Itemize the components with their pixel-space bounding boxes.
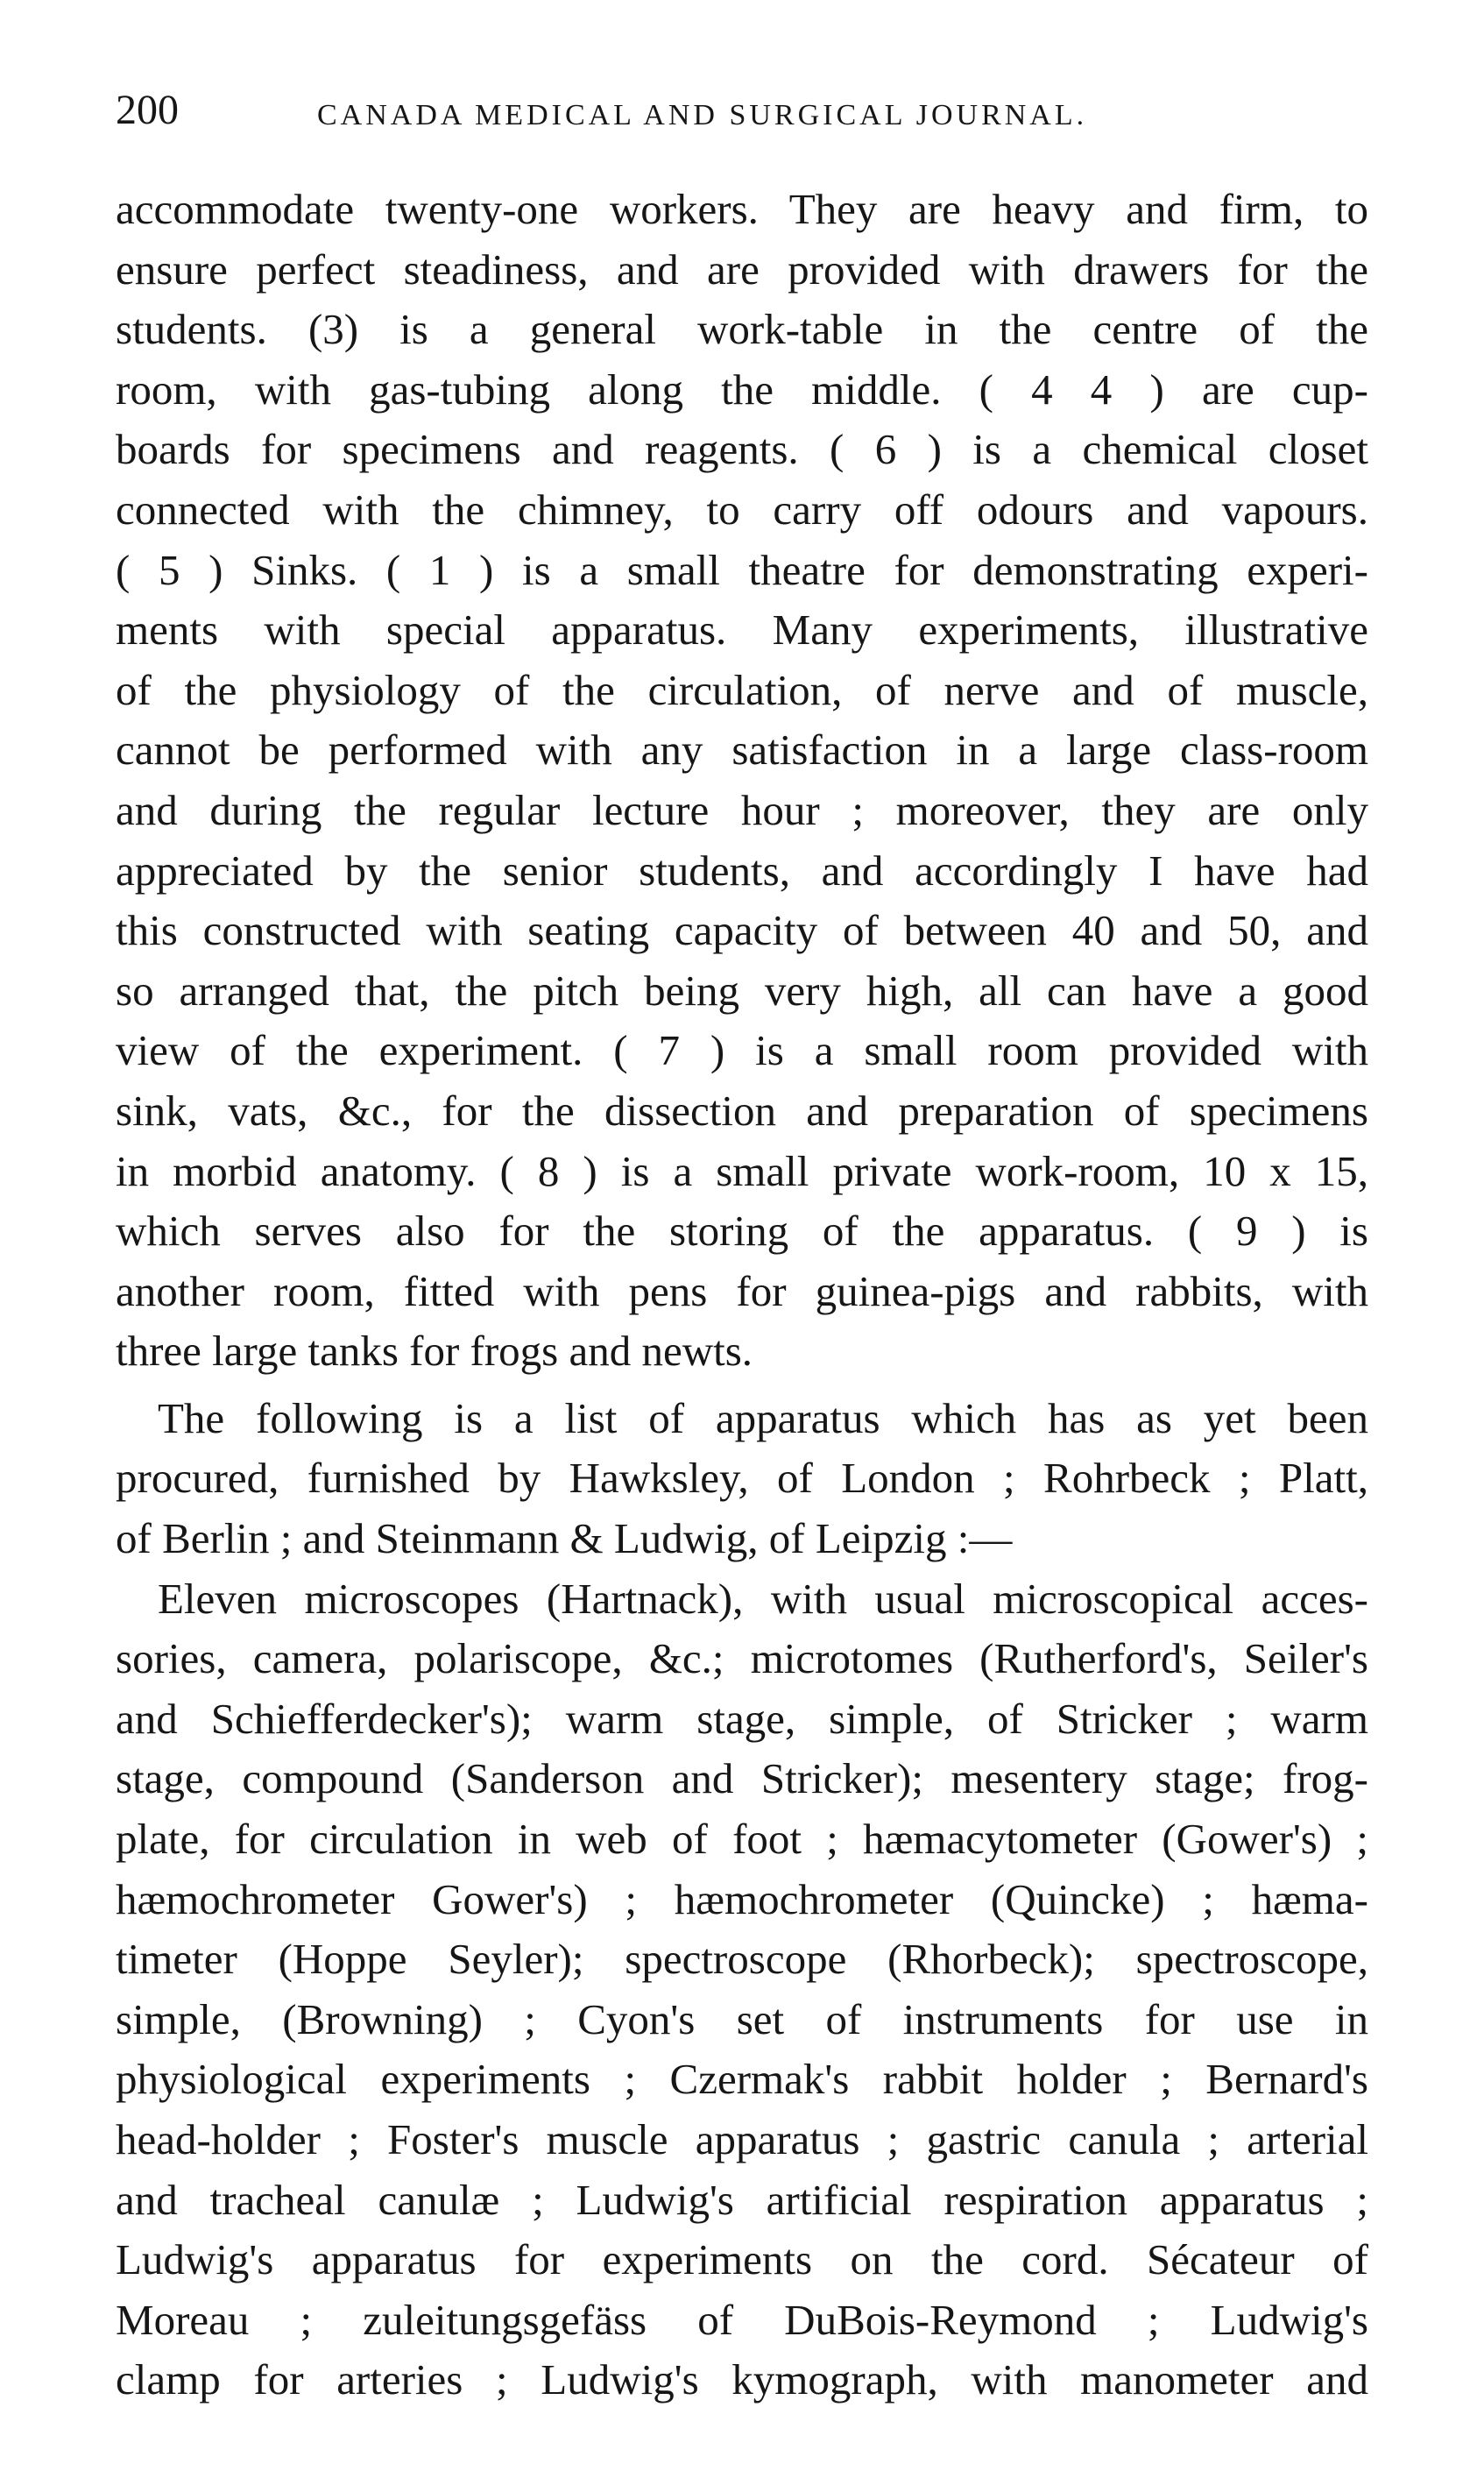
paragraph-apparatus-list	[116, 1569, 1368, 2411]
text-line: Eleven microscopes (Hartnack), with usual microscopical acces-	[158, 1574, 1368, 1623]
text-line: view of the experiment. ( 7 ) is a small room provided with	[116, 1026, 1368, 1075]
text-line: connected with the chimney, to carry off odours and vapours.	[116, 485, 1368, 534]
text-line: so arranged that, the pitch being very high, all can have a good	[116, 966, 1368, 1015]
text-line: simple, (Browning) ; Cyon's set of instruments for use in	[116, 1994, 1368, 2043]
text-line: appreciated by the senior students, and accordingly I have had	[116, 846, 1368, 895]
text-line: cannot be performed with any satisfaction in a large class-room	[116, 726, 1368, 775]
text-line: hæmochrometer Gower's) ; hæmochrometer (Quincke) ; hæma-	[116, 1874, 1368, 1923]
text-line: head-holder ; Foster's muscle apparatus ; gastric canula ; arterial	[116, 2115, 1368, 2163]
text-line: and during the regular lecture hour ; moreover, they are only	[116, 785, 1368, 834]
text-line: room, with gas-tubing along the middle. ( 4 4 ) are cup-	[116, 365, 1368, 414]
text-line: another room, fitted with pens for guinea-pigs and rabbits, with	[116, 1266, 1368, 1315]
text-line: timeter (Hoppe Seyler); spectroscope (Rhorbeck); spectroscope,	[116, 1935, 1368, 1984]
page-header	[116, 84, 1368, 145]
text-line: sink, vats, &c., for the dissection and preparation of specimens	[116, 1086, 1368, 1135]
text-line: Moreau ; zuleitungsgefäss of DuBois-Reymond ; Ludwig's	[116, 2295, 1368, 2344]
text-line: physiological experiments ; Czermak's rabbit holder ; Bernard's	[116, 2055, 1368, 2104]
text-line: of the physiology of the circulation, of nerve and of muscle,	[116, 665, 1368, 714]
text-line: The following is a list of apparatus which has as yet been	[158, 1393, 1368, 1442]
paragraph-spacer	[116, 1382, 1368, 1389]
text-line: ensure perfect steadiness, and are provided with drawers for the	[116, 244, 1368, 294]
text-line: plate, for circulation in web of foot ; hæmacytometer (Gower's) ;	[116, 1815, 1368, 1864]
text-line: procured, furnished by Hawksley, of London ; Rohrbeck ; Platt,	[116, 1454, 1368, 1503]
text-line: students. (3) is a general work-table in the centre of the	[116, 305, 1368, 354]
text-line: sories, camera, polariscope, &c.; microtomes (Rutherford's, Seiler's	[116, 1634, 1368, 1683]
text-line: this constructed with seating capacity of between 40 and 50, and	[116, 906, 1368, 955]
text-line: clamp for arteries ; Ludwig's kymograph, with manometer and	[116, 2355, 1368, 2404]
text-line: of Berlin ; and Steinmann & Ludwig, of Leipzig :—	[116, 1514, 1013, 1563]
text-line: stage, compound (Sanderson and Stricker); mesentery stage; frog-	[116, 1754, 1368, 1803]
paragraph-apparatus-intro	[116, 1389, 1368, 1569]
text-line: ments with special apparatus. Many experiments, illustrative	[116, 605, 1368, 655]
text-line: boards for specimens and reagents. ( 6 ) is a chemical closet	[116, 425, 1368, 474]
text-line: accommodate twenty-one workers. They are heavy and firm, to	[116, 185, 1368, 233]
text-line: Ludwig's apparatus for experiments on the cord. Sécateur of	[116, 2235, 1368, 2284]
text-line: and Schiefferdecker's); warm stage, simple, of Stricker ; warm	[116, 1694, 1368, 1743]
article-body	[116, 180, 1368, 2411]
text-line: in morbid anatomy. ( 8 ) is a small private work-room, 10 x 15,	[116, 1146, 1368, 1195]
text-line: ( 5 ) Sinks. ( 1 ) is a small theatre for demonstrating experi-	[116, 545, 1368, 594]
text-line: and tracheal canulæ ; Ludwig's artificial respiration apparatus ;	[116, 2175, 1368, 2224]
paragraph-laboratory-description	[116, 180, 1368, 1382]
page-number: 200	[116, 87, 179, 133]
text-line: which serves also for the storing of the apparatus. ( 9 ) is	[116, 1207, 1368, 1256]
text-line: three large tanks for frogs and newts.	[116, 1327, 753, 1376]
running-head: CANADA MEDICAL AND SURGICAL JOURNAL.	[317, 99, 1088, 131]
